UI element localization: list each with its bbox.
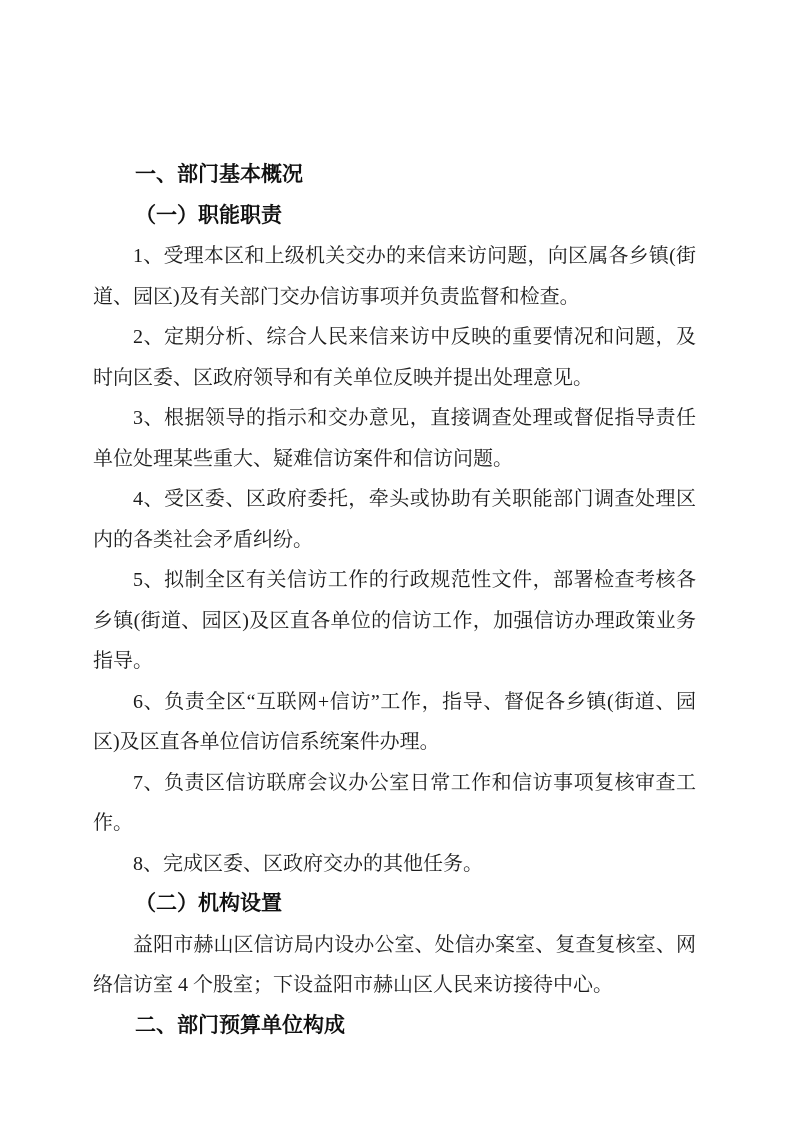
document-paragraph: 2、定期分析、综合人民来信来访中反映的重要情况和问题，及时向区委、区政府领导和有关单位反映并提出处理意见。 [93, 326, 696, 389]
section-heading1: 二、部门预算单位构成 [135, 1013, 345, 1037]
document-paragraph: 8、完成区委、区政府交办的其他任务。 [133, 852, 483, 875]
document-paragraph: 5、拟制全区有关信访工作的行政规范性文件，部署检查考核各乡镇(街道、园区)及区直各单位的信访工作，加强信访办理政策业务指导。 [93, 569, 696, 672]
section-heading2: （二）机构设置 [135, 892, 282, 915]
document-paragraph: 7、负责区信访联席会议办公室日常工作和信访事项复核审查工作。 [93, 771, 696, 834]
document-body [93, 155, 696, 1046]
document-paragraph: 3、根据领导的指示和交办意见，直接调查处理或督促指导责任单位处理某些重大、疑难信访案件和信访问题。 [93, 407, 696, 470]
document-paragraph: 1、受理本区和上级机关交办的来信来访问题，向区属各乡镇(街道、园区)及有关部门交办信访事项并负责监督和检查。 [93, 245, 696, 308]
section-heading2: （一）职能职责 [135, 203, 282, 227]
document-paragraph: 4、受区委、区政府委托，牵头或协助有关职能部门调查处理区内的各类社会矛盾纠纷。 [93, 488, 696, 551]
document-paragraph: 6、负责全区“互联网+信访”工作，指导、督促各乡镇(街道、园区)及区直各单位信访信系统案件办理。 [93, 690, 696, 753]
section-heading1: 一、部门基本概况 [135, 163, 303, 186]
document-paragraph: 益阳市赫山区信访局内设办公室、处信办案室、复查复核室、网络信访室 4 个股室；下设益阳市赫山区人民来访接待中心。 [93, 933, 696, 996]
